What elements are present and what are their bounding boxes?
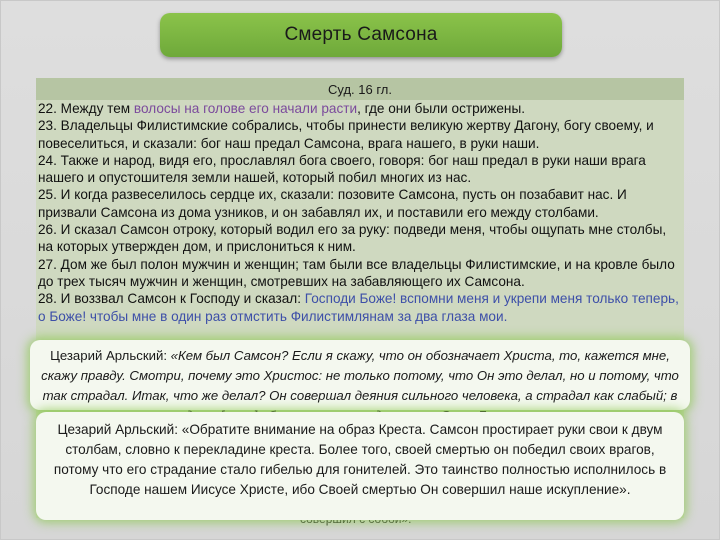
- quote-body: «Кем был Самсон? Если я скажу, что он обозначает Христа, то, кажется мне, скажу правду. Смотри, почему это Христос: не только потому, что Он это делал, но и потому, что так страдал. Итак, что же делал? Он совершал деяния сильного человека, а страдал как слабый; в: [41, 348, 679, 403]
- slide-title: Смерть Самсона: [284, 24, 438, 45]
- verse-25: 25. И когда развеселилось сердце их, сказали: позовите Самсона, пусть он позабавит нас. И призвали Самсона из дома узников, и он забавлял их, и поставили его между столбами.: [38, 187, 627, 220]
- verse-22-highlight: волосы на голове его начали расти: [133, 101, 358, 116]
- scripture-reference-header: [36, 78, 684, 100]
- verse-22: [38, 100, 680, 117]
- verse-22-text-end: , где они были острижены.: [357, 101, 525, 116]
- quote-caesarius-2: [36, 412, 684, 520]
- verse-28: [38, 290, 680, 325]
- verse-28-highlight: Господи Боже! вспомни меня и укрепи меня только теперь, о Боже! чтобы мне в один раз отмстить Филистимлянам за два глаза мои.: [38, 291, 679, 324]
- verse-27: 27. Дом же был полон мужчин и женщин; там были все владельцы Филистимские, и на кровле было до трех тысяч мужчин и женщин, смотревших на забавляющего их Самсона.: [38, 256, 675, 289]
- verse-28-text: 28. И воззвал Самсон к Господу и сказал:: [38, 291, 305, 307]
- verse-list: [36, 100, 684, 325]
- verse-26: 26. И сказал Самсон отроку, который водил его за руку: подведи меня, чтобы ощупать мне столбы, на которых утвержден дом, и прислониться к ним.: [38, 222, 667, 255]
- quote-author: Цезарий Арльский:: [50, 348, 171, 363]
- verse-24: 24. Также и народ, видя его, прославлял бога своего, говоря: бог наш предал в руки наши врага нашего и опустошителя земли нашей, который побил многих из нас.: [38, 152, 646, 186]
- quote-caesarius-1: [30, 340, 690, 410]
- scripture-reference: Суд. 16 гл.: [328, 81, 392, 97]
- verse-22-text: 22. Между тем: [38, 101, 134, 116]
- verse-23: 23. Владельцы Филистимские собрались, чтобы принести великую жертву Дагону, богу своему, и повеселиться, и сказали: бог наш предал Самсона, врага нашего, в руки наши.: [38, 118, 654, 151]
- slide-title-banner: [160, 13, 562, 57]
- quote-caesarius-2-text: Цезарий Арльский: «Обратите внимание на образ Креста. Самсон простирает руки свои к двум столбам, словно к перекладине креста. Более того, своей смертью он победил своих врагов, потому что его страдание стало гибелью для гонителей. Это таинство полностью исполнилось в Господе нашем Иисусе Христе, ибо Своей смертью Он совершил наше искупление».: [53, 422, 667, 497]
